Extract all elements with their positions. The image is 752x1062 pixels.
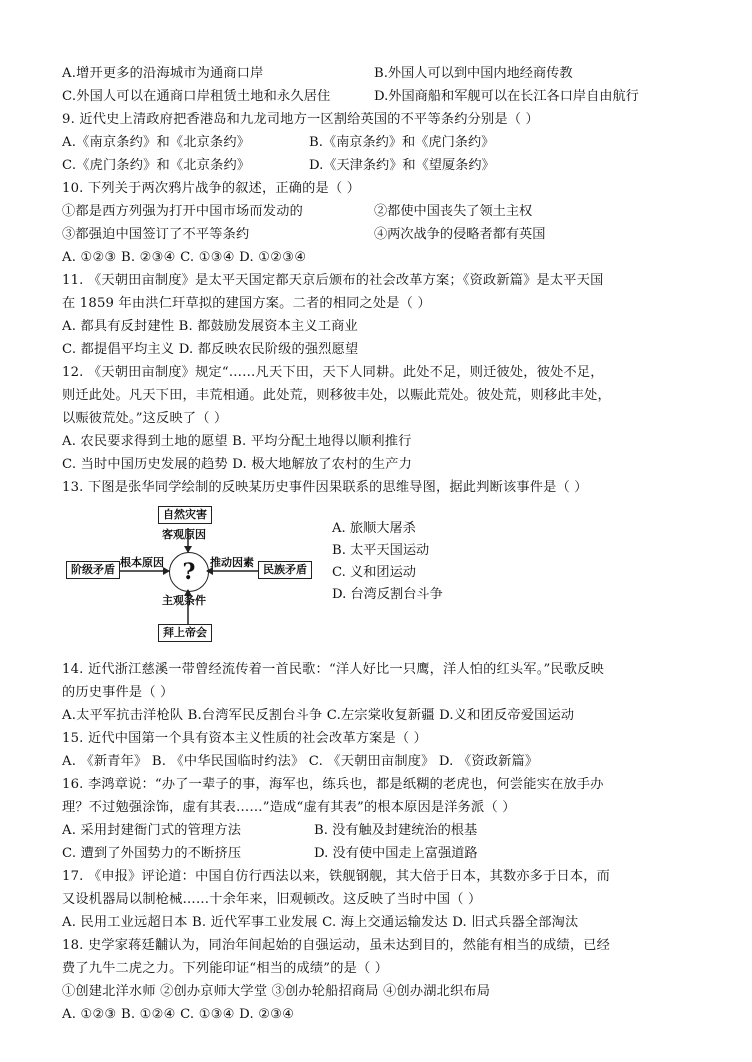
text-line: 17. 《申报》评论道：中国自仿行西法以来，铁舰钢舰，其大倍于日本，其数亦多于日本，而 bbox=[62, 869, 611, 884]
text-line: A.太平军抗击洋枪队 B.台湾军民反割台斗争 C.左宗棠收复新疆 D.义和团反帝爱国运动 bbox=[62, 708, 575, 723]
text-line: 13. 下图是张华同学绘制的反映某历史事件因果联系的思维导图，据此判断该事件是（ ） bbox=[62, 480, 588, 495]
text-line: ③都强迫中国签订了不平等条约 bbox=[62, 227, 250, 242]
option-b: B. 太平天国运动 bbox=[332, 543, 430, 558]
text-line-col2: D.外国商船和军舰可以在长江各口岸自由航行 bbox=[374, 89, 639, 104]
text-line: 费了九牛二虎之力。下列能印证“相当的成绩”的是（ ） bbox=[62, 961, 389, 976]
label-objective-cause: 客观原因 bbox=[162, 528, 206, 541]
text-line: C.外国人可以在通商口岸租赁土地和永久居住 bbox=[62, 89, 331, 104]
text-line: A.增开更多的沿海城市为通商口岸 bbox=[62, 66, 264, 81]
mind-map-diagram bbox=[62, 504, 322, 652]
text-line: 的历史事件是（ ） bbox=[62, 685, 174, 700]
text-line: 以赈彼荒处。”这反映了（ ） bbox=[62, 411, 228, 426]
text-line: 10. 下列关于两次鸦片战争的叙述，正确的是（ ） bbox=[62, 181, 361, 196]
box-class-conflict: 阶级矛盾 bbox=[66, 561, 120, 579]
text-line: A. 《新青年》 B. 《中华民国临时约法》 C. 《天朝田亩制度》 D. 《资政新篇》 bbox=[62, 754, 539, 769]
text-line: 9. 近代史上清政府把香港岛和九龙司地方一区割给英国的不平等条约分别是（ ） bbox=[62, 112, 539, 127]
text-line: C. 都提倡平均主义 D. 都反映农民阶级的强烈愿望 bbox=[62, 342, 359, 357]
text-line: C. 当时中国历史发展的趋势 D. 极大地解放了农村的生产力 bbox=[62, 457, 412, 472]
text-line: 14. 近代浙江慈溪一带曾经流传着一首民歌：“洋人好比一只鹰，洋人怕的红头军。”民歌反映 bbox=[62, 662, 604, 677]
text-line: 18. 史学家蒋廷黼认为，同治年间起始的自强运动，虽未达到目的，然能有相当的成绩，已经 bbox=[62, 938, 611, 953]
text-line: A. 采用封建衙门式的管理方法 bbox=[62, 823, 242, 838]
text-line: 则迁此处。凡天下田，丰荒相通。此处荒，则移彼丰处，以赈此荒处。彼处荒，则移此丰处， bbox=[62, 388, 611, 403]
text-line-col2: D.《天津条约》和《望厦条约》 bbox=[309, 158, 495, 173]
diagram-options bbox=[332, 518, 443, 606]
label-driving-factor: 推动因素 bbox=[210, 556, 254, 569]
text-line: A.《南京条约》和《北京条约》 bbox=[62, 135, 251, 150]
text-line-col2: ④两次战争的侵略者都有英国 bbox=[374, 227, 546, 242]
text-line: 15. 近代中国第一个具有资本主义性质的社会改革方案是（ ） bbox=[62, 731, 428, 746]
text-line: A. ①②③ B. ②③④ C. ①③④ D. ①②③④ bbox=[62, 250, 307, 265]
text-line: 12. 《天朝田亩制度》规定“……凡天下田，天下人同耕。此处不足，则迁彼处，彼处不足， bbox=[62, 365, 604, 380]
box-natural-disaster: 自然灾害 bbox=[158, 506, 212, 524]
text-line: ①都是西方列强为打开中国市场而发动的 bbox=[62, 204, 303, 219]
label-root-cause: 根本原因 bbox=[120, 556, 164, 569]
question-circle: ? bbox=[169, 552, 209, 592]
text-line: ①创建北洋水师 ②创办京师大学堂 ③创办轮船招商局 ④创办湖北织布局 bbox=[62, 984, 491, 999]
label-subjective-condition: 主观条件 bbox=[162, 594, 206, 607]
text-line: A. ①②③ B. ①②④ C. ①③④ D. ②③④ bbox=[62, 1007, 295, 1022]
text-line-col2: ②都使中国丧失了领土主权 bbox=[374, 204, 533, 219]
text-line-col2: B. 没有触及封建统治的根基 bbox=[314, 823, 478, 838]
option-c: C. 义和团运动 bbox=[332, 565, 416, 580]
text-line: C.《虎门条约》和《北京条约》 bbox=[62, 158, 251, 173]
text-line-col2: B.外国人可以到中国内地经商传教 bbox=[374, 66, 573, 81]
text-line: 在 1859 年由洪仁玕草拟的建国方案。二者的相同之处是（ ） bbox=[62, 296, 431, 311]
text-line: C. 遭到了外国势力的不断挤压 bbox=[62, 846, 242, 861]
text-line: A. 民用工业远超日本 B. 近代军事工业发展 C. 海上交通运输发达 D. 旧式兵器全部淘汰 bbox=[62, 915, 579, 930]
text-line: 又设机器局以制枪械……十余年来，旧观顿改。这反映了当时中国（ ） bbox=[62, 892, 482, 907]
text-line: A. 都具有反封建性 B. 都鼓励发展资本主义工商业 bbox=[62, 319, 358, 334]
option-d: D. 台湾反割台斗争 bbox=[332, 587, 443, 602]
text-line-col2: B.《南京条约》和《虎门条约》 bbox=[309, 135, 495, 150]
text-line: 11. 《天朝田亩制度》是太平天国定都天京后颁布的社会改革方案；《资政新篇》是太平天国 bbox=[62, 273, 604, 288]
text-line: 理？不过勉强涂饰，虚有其表……”造成“虚有其表”的根本原因是洋务派（ ） bbox=[62, 800, 516, 815]
box-ethnic-conflict: 民族矛盾 bbox=[258, 561, 312, 579]
text-line: A. 农民要求得到土地的愿望 B. 平均分配土地得以顺利推行 bbox=[62, 434, 412, 449]
option-a: A. 旅顺大屠杀 bbox=[332, 521, 416, 536]
text-line: 16. 李鸿章说：“办了一辈子的事，海军也，练兵也，都是纸糊的老虎也，何尝能实在放手办 bbox=[62, 777, 604, 792]
box-god-worshipping-society: 拜上帝会 bbox=[158, 624, 212, 642]
text-line-col2: D. 没有使中国走上富强道路 bbox=[314, 846, 478, 861]
